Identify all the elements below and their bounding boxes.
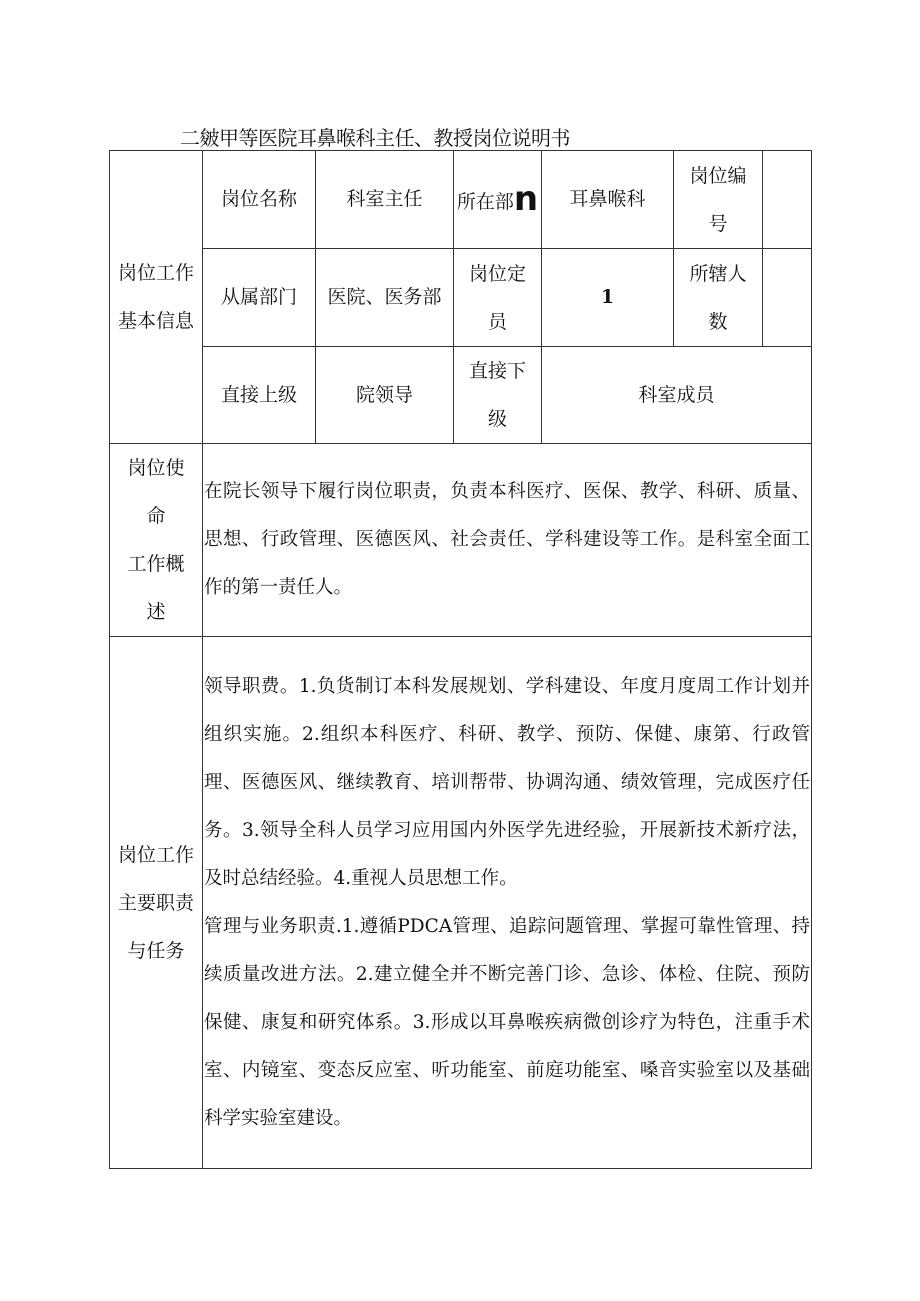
subordinates-value	[763, 249, 812, 347]
department-label-glyph: n	[513, 179, 539, 220]
basic-info-label-line2: 基本信息	[117, 310, 194, 332]
position-name-label: 岗位名称	[203, 151, 316, 249]
duties-label-line1: 岗位工作	[117, 843, 194, 866]
subordinates-label-line1: 所辖人	[689, 262, 747, 285]
position-name-value: 科室主任	[316, 151, 454, 249]
staffing-label	[454, 249, 542, 347]
staffing-label-line1: 岗位定	[468, 262, 526, 285]
position-no-value	[763, 151, 812, 249]
affiliated-dept-label: 从属部门	[203, 249, 316, 347]
row-duties	[110, 637, 812, 1169]
subordinates-label	[674, 249, 763, 347]
department-label	[454, 151, 542, 249]
document-title: 二皴甲等医院耳鼻喉科主任、教授岗位说明书	[180, 126, 570, 150]
mission-text-cell	[203, 444, 812, 637]
direct-sub-value: 科室成员	[542, 347, 812, 444]
mission-label-line2: 命	[146, 505, 166, 527]
mission-label-line3: 工作概	[127, 553, 185, 575]
mission-label-line4: 述	[146, 601, 166, 623]
duties-management-text: 管理与业务职责.1.遵循PDCA管理、追踪问题管理、掌握可靠性管理、持续质量改进方法。2.建立健全并不断完善门诊、急诊、体检、住院、预防保健、康复和研究体系。3.形成以耳鼻喉疾病微创诊疗为特色，注重手术室、内镜室、变态反应室、听功能室、前庭功能室、嗓音实验室以及基础科学实验室建设。	[204, 915, 810, 1129]
direct-sub-label-line2: 级	[487, 408, 507, 430]
row-position-name	[110, 151, 812, 249]
row-superior	[110, 347, 812, 444]
duties-label-line3: 与任务	[127, 939, 185, 962]
basic-info-section-label	[110, 151, 203, 444]
duties-section-label	[110, 637, 203, 1169]
position-no-label	[674, 151, 763, 249]
mission-text: 在院长领导下履行岗位职责，负责本科医疗、医保、教学、科研、质量、思想、行政管理、医德医风、社会责任、学科建设等工作。是科室全面工作的第一责任人。	[204, 481, 810, 598]
job-description-table	[109, 150, 812, 1169]
superior-label: 直接上级	[203, 347, 316, 444]
basic-info-label-line1: 岗位工作	[117, 262, 194, 284]
mission-label-line1: 岗位使	[127, 457, 185, 479]
direct-sub-label	[454, 347, 542, 444]
affiliated-dept-value: 医院、医务部	[316, 249, 454, 347]
row-mission	[110, 444, 812, 637]
duties-leadership-text: 领导职费。1.负货制订本科发展规划、学科建设、年度月度周工作计划并组织实施。2.组织本科医疗、科研、教学、预防、保健、康第、行政管理、医德医风、继续教育、培训帮带、协调沟通、绩效管理，完成医疗任务。3.领导全科人员学习应用国内外医学先进经验，开展新技术新疗法，及时总结经验。4.重视人员思想工作。	[204, 675, 810, 889]
row-affiliated-dept	[110, 249, 812, 347]
staffing-label-line2: 员	[487, 310, 507, 333]
direct-sub-label-line1: 直接下	[468, 360, 526, 382]
superior-value: 院领导	[316, 347, 454, 444]
subordinates-label-line2: 数	[708, 310, 728, 333]
department-value: 耳鼻喉科	[542, 151, 674, 249]
mission-section-label	[110, 444, 203, 637]
duties-label-line2: 主要职责	[117, 891, 194, 914]
duties-text-cell	[203, 637, 812, 1169]
position-no-label-line2: 号	[708, 212, 728, 235]
position-no-label-line1: 岗位编	[689, 164, 747, 187]
department-label-text: 所在部	[456, 191, 514, 214]
staffing-value: 1	[542, 249, 674, 347]
